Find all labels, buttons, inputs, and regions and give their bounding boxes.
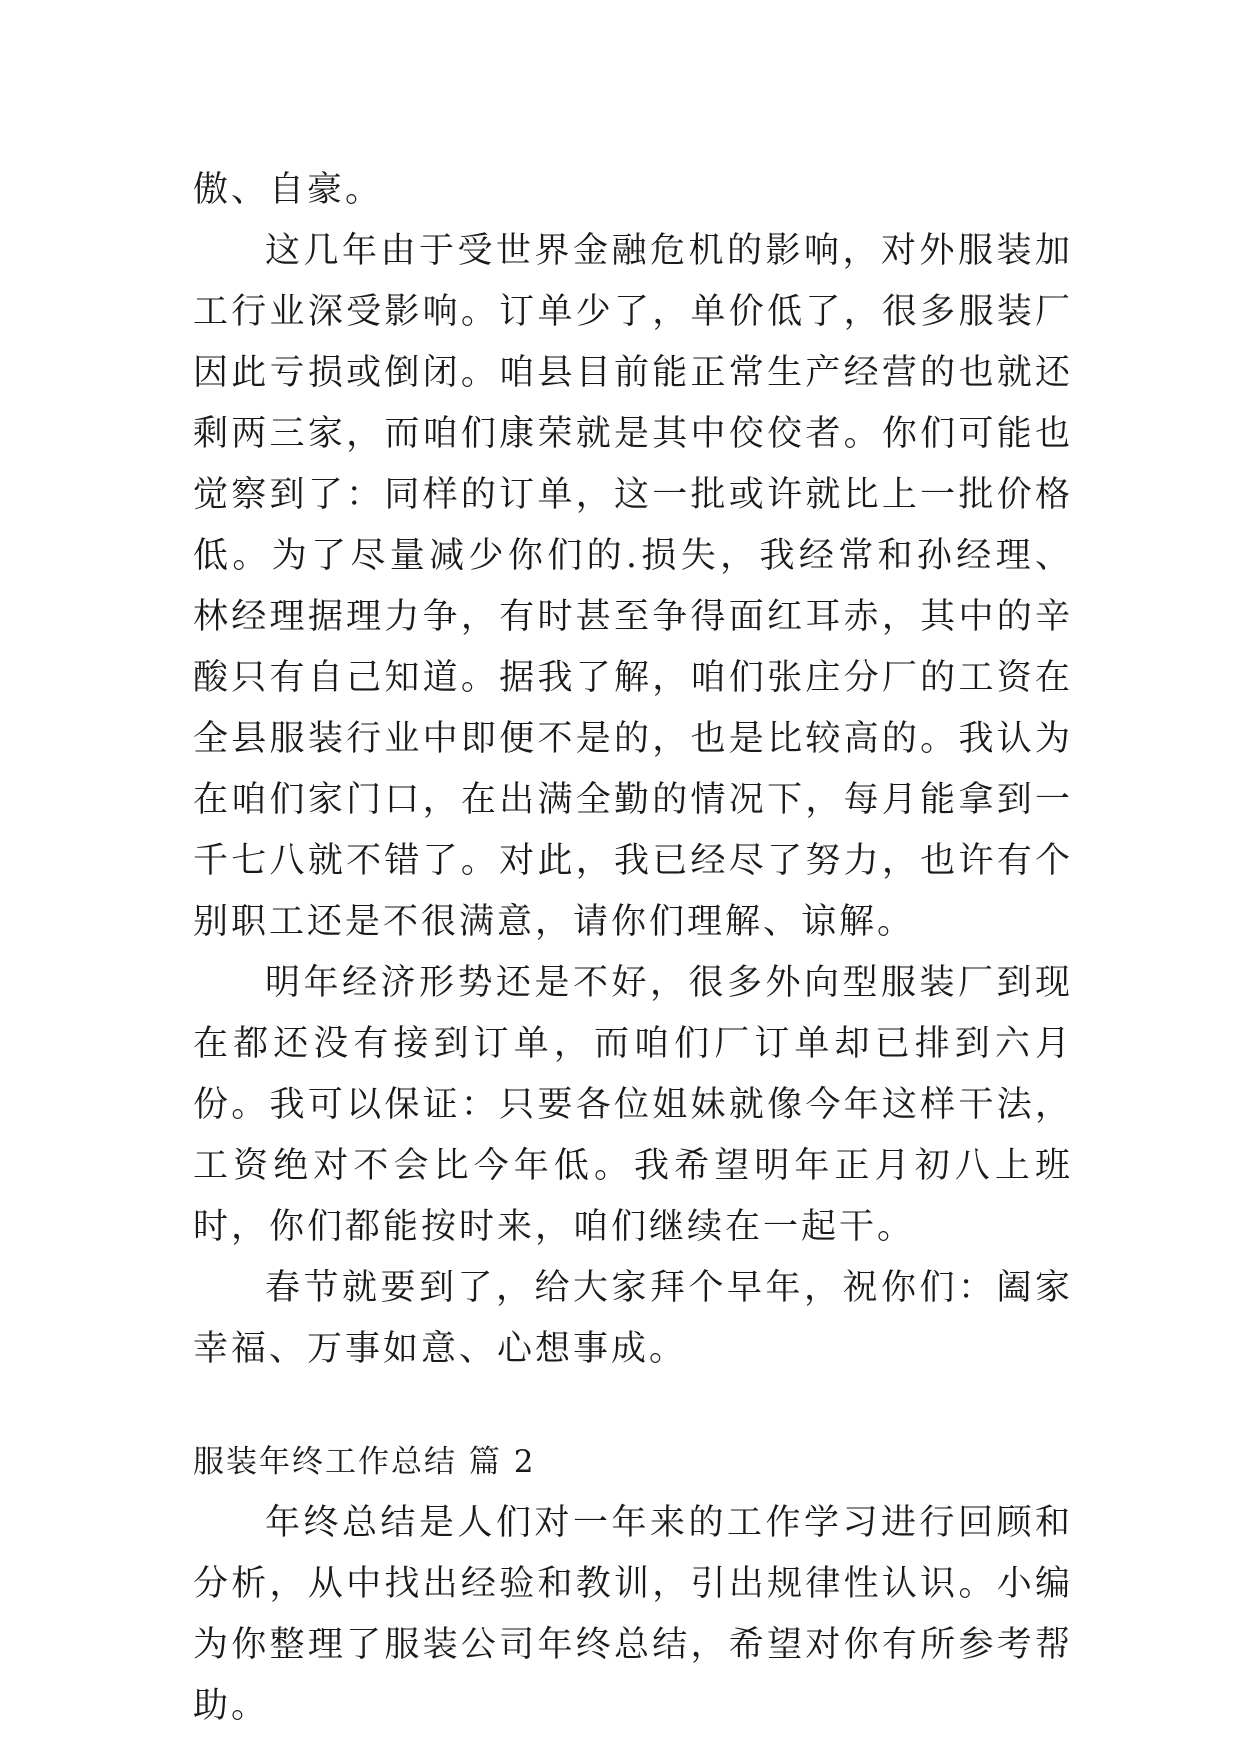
paragraph-financial-crisis: 这几年由于受世界金融危机的影响，对外服装加工行业深受影响。订单少了，单价低了，很多服装厂因此亏损或倒闭。咱县目前能正常生产经营的也就还剩两三家，而咱们康荣就是其中佼佼者。你们可能也觉察到了：同样的订单，这一批或许就比上一批价格低。为了尽量减少你们的.损失，我经常和孙经理、林经理据理力争，有时甚至争得面红耳赤，其中的辛酸只有自己知道。据我了解，咱们张庄分厂的工资在全县服装行业中即便不是的，也是比较高的。我认为在咱们家门口，在出满全勤的情况下，每月能拿到一千七八就不错了。对此，我已经尽了努力，也许有个别职工还是不很满意，请你们理解、谅解。 bbox=[193, 231, 1073, 942]
paragraph-summary-intro: 年终总结是人们对一年来的工作学习进行回顾和分析，从中找出经验和教训，引出规律性认识。小编为你整理了服装公司年终总结，希望对你有所参考帮助。 bbox=[193, 1503, 1073, 1726]
paragraph-continuation: 傲、自豪。 bbox=[193, 170, 384, 210]
paragraph-spring-festival: 春节就要到了，给大家拜个早年，祝你们：阖家幸福、万事如意、心想事成。 bbox=[193, 1268, 1073, 1369]
paragraph-next-year: 明年经济形势还是不好，很多外向型服装厂到现在都还没有接到订单，而咱们厂订单却已排到六月份。我可以保证：只要各位姐妹就像今年这样干法，工资绝对不会比今年低。我希望明年正月初八上班时，你们都能按时来，咱们继续在一起干。 bbox=[193, 963, 1073, 1247]
document-body bbox=[193, 160, 1073, 1737]
section-heading: 服装年终工作总结 篇 2 bbox=[193, 1444, 536, 1480]
